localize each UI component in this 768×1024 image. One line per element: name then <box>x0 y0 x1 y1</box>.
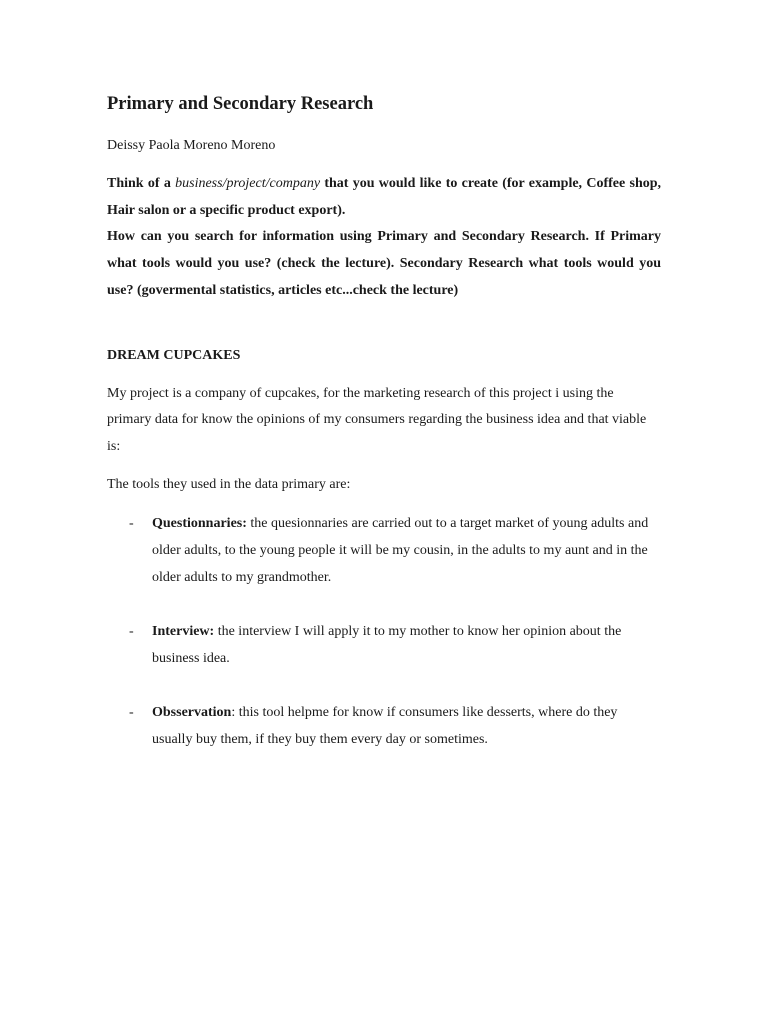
list-dash: - <box>129 516 134 532</box>
intro-paragraph: My project is a company of cupcakes, for the marketing research of this project i using the primary data for know the opinions of my consumers regarding the business idea and that viable is: <box>107 385 647 454</box>
list-item-obsservation <box>107 699 661 753</box>
assignment-prompt <box>107 171 661 305</box>
prompt-paragraph-1 <box>107 171 661 224</box>
list-item-text: : this tool helpme for know if consumers like desserts, where do they usually buy them, if they buy them every day or sometimes. <box>152 705 618 748</box>
prompt-text-start: Think of a <box>107 176 176 191</box>
list-dash: - <box>129 624 134 640</box>
tools-intro-line: The tools they used in the data primary are: <box>107 476 351 492</box>
list-item-questionnaries <box>107 510 661 591</box>
list-item-term: Questionnaries: <box>152 516 247 532</box>
list-item-term: Interview: <box>152 624 215 640</box>
list-item-interview <box>107 618 661 672</box>
document-title: Primary and Secondary Research <box>107 94 374 114</box>
list-dash: - <box>129 705 134 721</box>
author-name: Deissy Paola Moreno Moreno <box>107 138 276 153</box>
list-item-term: Obsservation <box>152 705 232 721</box>
list-item-text: the quesionnaries are carried out to a target market of young adults and older adults, to the young people it will be my cousin, in the adults to my aunt and in the older adults to my grandmother. <box>152 516 649 586</box>
tools-list <box>107 510 661 753</box>
list-item-text: the interview I will apply it to my mother to know her opinion about the business idea. <box>152 624 622 667</box>
document-content <box>107 88 661 780</box>
section-heading: DREAM CUPCAKES <box>107 347 241 363</box>
prompt-paragraph-2: How can you search for information using Primary and Secondary Research. If Primary what tools would you use? (check the lecture). Secondary Research what tools would you use? (govermental statistics, articles etc...check the lecture) <box>107 229 661 298</box>
prompt-italic-text: business/project/company <box>175 176 321 191</box>
prompt-text-end: that you would like to create (for example, Coffee shop, Hair salon or a specific product export). <box>107 176 662 218</box>
